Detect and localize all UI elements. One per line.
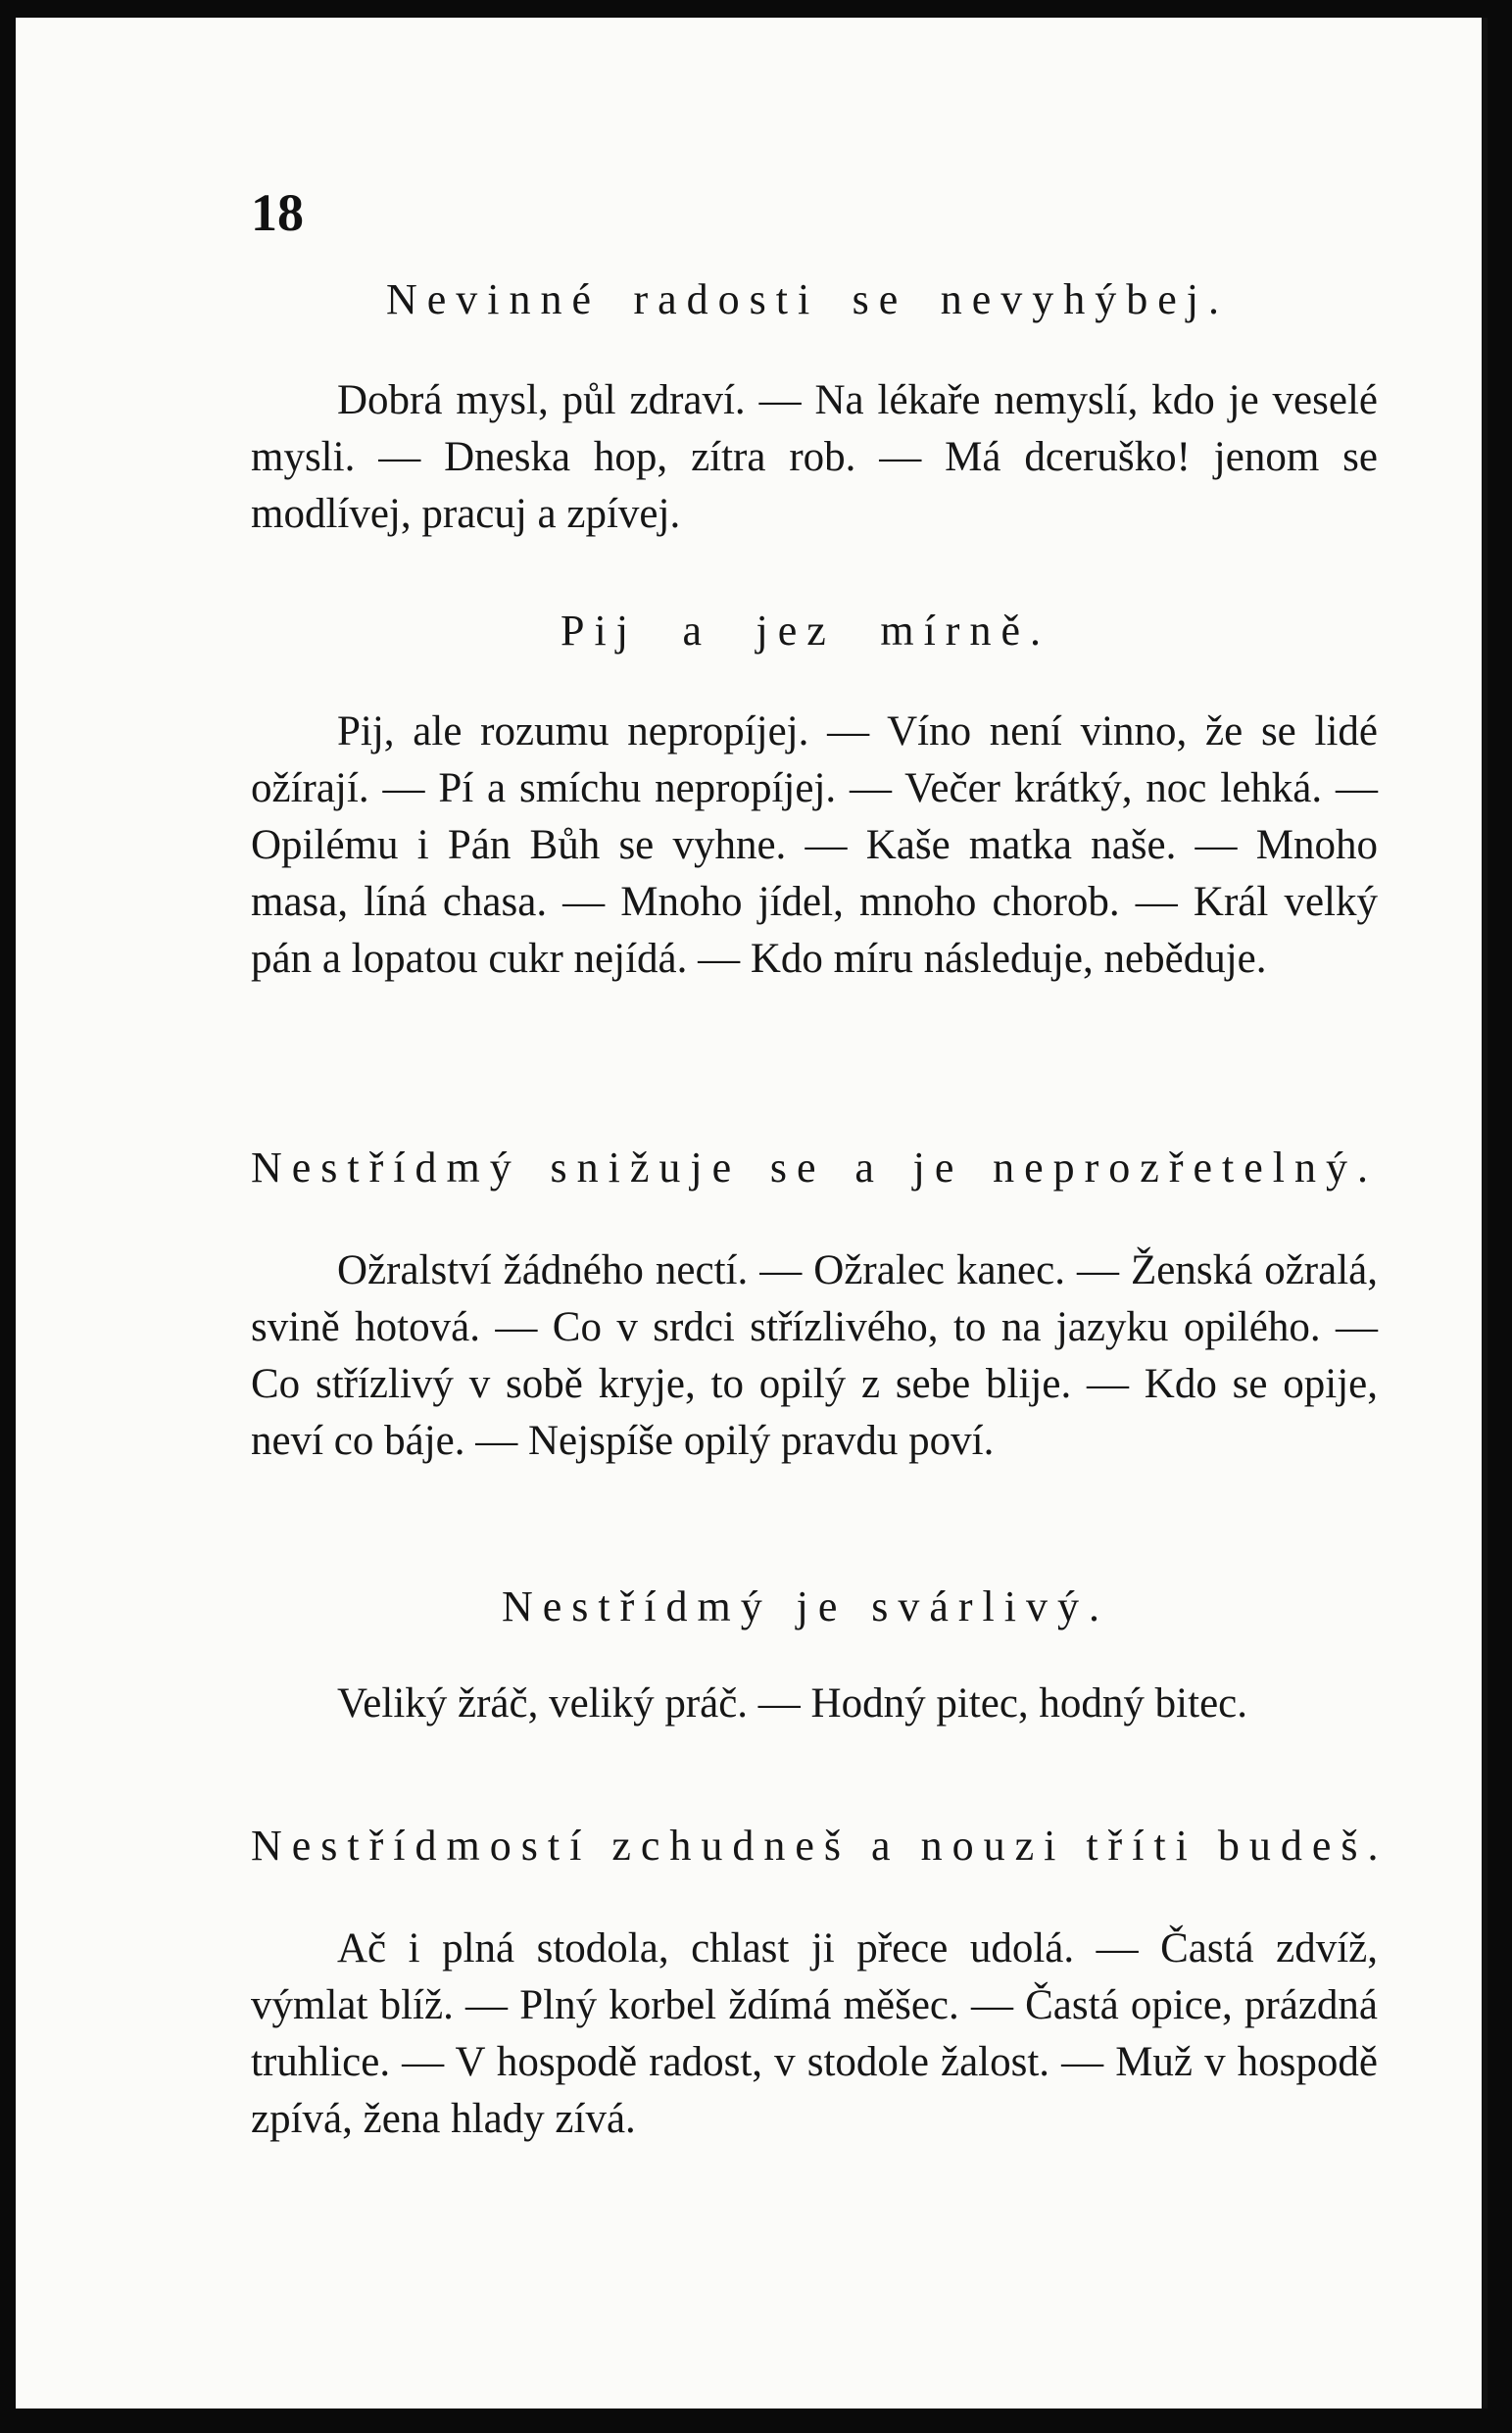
section-heading: Nestřídmý snižuje se a je neprozřetelný.: [251, 1144, 1378, 1192]
section-paragraph: Ožralství žádného nectí. — Ožralec kanec. — Ženská ožralá, svině hotová. — Co v srdci střízlivého, to na jazyku opilého. — Co střízlivý v sobě kryje, to opilý z sebe blije. — Kdo se opije, neví co báje. — Nejspíše opilý pravdu poví.: [251, 1247, 1378, 1464]
section-paragraph: Dobrá mysl, půl zdraví. — Na lékaře nemyslí, kdo je veselé mysli. — Dneska hop, zítra rob. — Má dceruško! jenom se modlívej, pracuj a zpívej.: [251, 377, 1378, 537]
section-heading: Nestřídmý je svárlivý.: [502, 1582, 1109, 1630]
page-number: 18: [251, 183, 304, 242]
section-heading: Nestřídmostí zchudneš a nouzi tříti budeš.: [251, 1822, 1389, 1870]
book-page: [16, 18, 1488, 2409]
section-paragraph: Ač i plná stodola, chlast ji přece udolá. — Častá zdvíž, výmlat blíž. — Plný korbel ždímá měšec. — Častá opice, prázdná truhlice. — V hospodě radost, v stodole žalost. — Muž v hospodě zpívá, žena hlady zívá.: [251, 1925, 1378, 2142]
section-paragraph: Pij, ale rozumu nepropíjej. — Víno není vinno, že se lidé ožírají. — Pí a smíchu nepropíjej. — Večer krátký, noc lehká. — Opilému i Pán Bůh se vyhne. — Kaše matka naše. — Mnoho masa, líná chasa. — Mnoho jídel, mnoho chorob. — Král velký pán a lopatou cukr nejídá. — Kdo míru následuje, neběduje.: [251, 708, 1378, 982]
section-paragraph: Veliký žráč, veliký práč. — Hodný pitec, hodný bitec.: [337, 1680, 1247, 1727]
section-heading: Nevinné radosti se nevyhýbej.: [386, 275, 1229, 323]
section-heading: Pij a jez mírně.: [561, 607, 1050, 655]
